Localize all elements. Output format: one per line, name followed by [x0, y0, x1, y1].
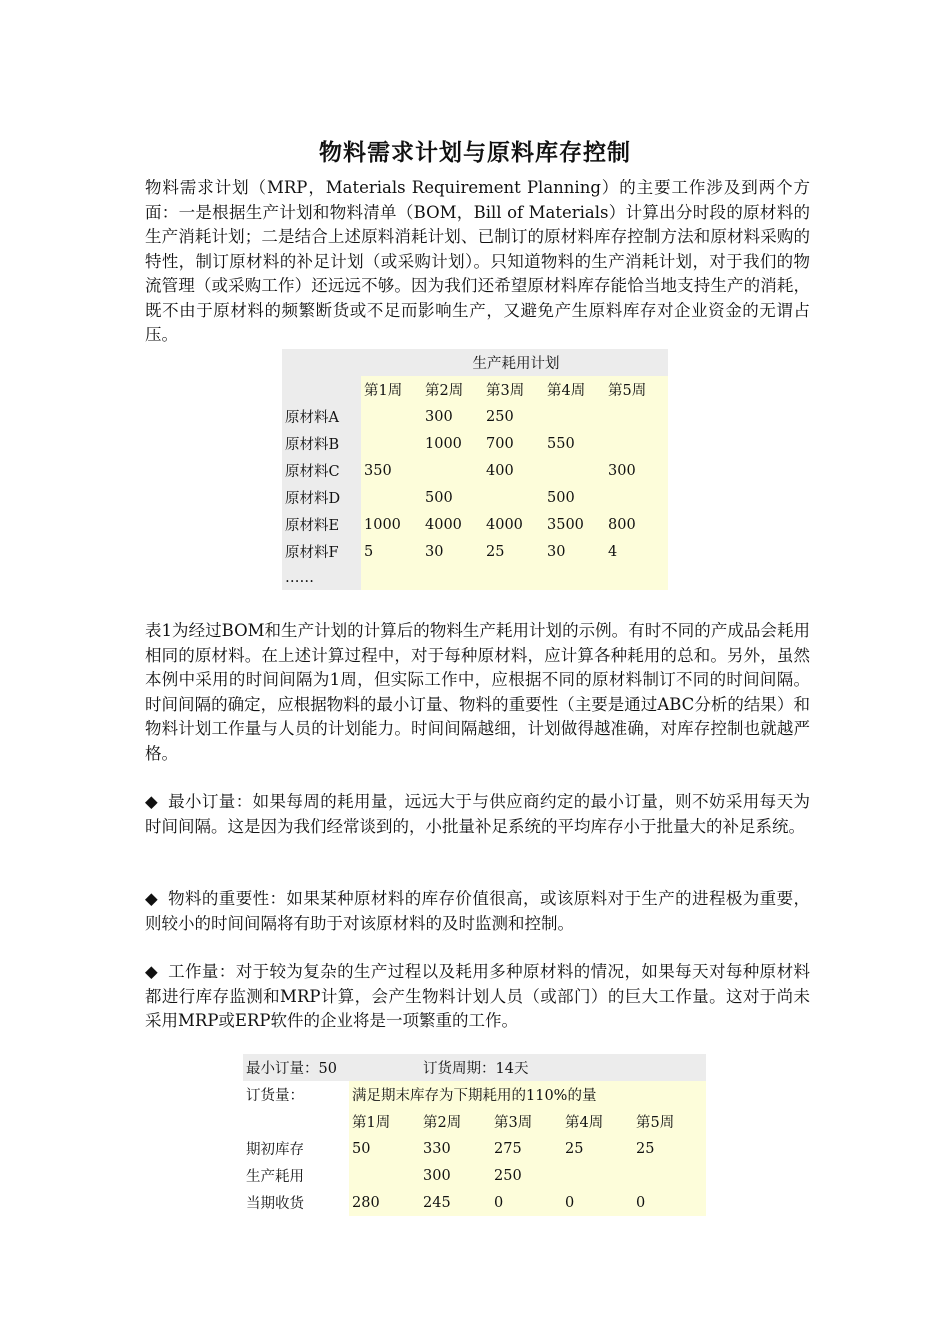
table-row [282, 457, 668, 484]
table-cell: 300 [422, 403, 483, 430]
table-cell: 800 [605, 511, 668, 538]
order-qty-label: 订货量： [243, 1081, 349, 1108]
intro-paragraph: 物料需求计划（MRP，Materials Requirement Planning）的主要工作涉及到两个方面：一是根据生产计划和物料清单（BOM，Bill of Materials）计算出分时段的原材料的生产消耗计划；二是结合上述原料消耗计划、已制订的原材料库存控制方法和原材料采购的特性，制订原材料的补足计划（或采购计划）。只知道物料的生产消耗计划，对于我们的物流管理（或采购工作）还远远不够。因为我们还希望原材料库存能恰当地支持生产的消耗，既不由于原材料的频繁断货或不足而影响生产，又避免产生原料库存对企业资金的无谓占压。 [145, 178, 810, 344]
table-row [243, 1162, 706, 1189]
table1-note-paragraph: 表1为经过BOM和生产计划的计算后的物料生产耗用计划的示例。有时不同的产成品会耗用相同的原材料。在上述计算过程中，对于每种原材料，应计算各种耗用的总和。另外，虽然本例中采用的时间间隔为1周，但实际工作中，应根据不同的原材料制订不同的时间间隔。时间间隔的确定，应根据物料的最小订量、物料的重要性（主要是通过ABC分析的结果）和物料计划工作量与人员的计划能力。时间间隔越细，计划做得越准确，对库存控制也就越严格。 [145, 621, 810, 763]
table1-caption: 生产耗用计划 [361, 349, 668, 376]
table-cell: 25 [562, 1135, 633, 1162]
row-label: 原材料B [282, 430, 361, 457]
consumption-plan-table [282, 349, 668, 590]
table-cell: 275 [491, 1135, 562, 1162]
row-label: 原材料F [282, 538, 361, 565]
table-cell: 245 [420, 1189, 491, 1216]
table-cell [544, 457, 605, 484]
table-cell [361, 403, 422, 430]
table1-week-header: 第2周 [422, 376, 483, 403]
table-cell [361, 484, 422, 511]
table-cell: 550 [544, 430, 605, 457]
row-label: 原材料C [282, 457, 361, 484]
table-cell: 0 [562, 1189, 633, 1216]
table-cell: 400 [483, 457, 544, 484]
table1-week-header: 第1周 [361, 376, 422, 403]
min-order-label: 最小订量：50 [243, 1054, 420, 1081]
table-cell [349, 1162, 420, 1189]
table-cell: 0 [633, 1189, 706, 1216]
table-row [243, 1135, 706, 1162]
table-cell: 280 [349, 1189, 420, 1216]
order-qty-rule: 满足期末库存为下期耗用的110%的量 [349, 1081, 706, 1108]
table-cell: 25 [633, 1135, 706, 1162]
table1-ellipsis: …… [282, 565, 361, 590]
table-cell: 300 [420, 1162, 491, 1189]
table-row [282, 430, 668, 457]
table-cell: 500 [422, 484, 483, 511]
table-row [282, 538, 668, 565]
table1-week-header: 第4周 [544, 376, 605, 403]
table-cell [562, 1162, 633, 1189]
table-cell [605, 484, 668, 511]
row-label: 原材料E [282, 511, 361, 538]
table-cell: 250 [491, 1162, 562, 1189]
bullet-text: 工作量：对于较为复杂的生产过程以及耗用多种原材料的情况，如果每天对每种原材料都进行库存监测和MRP计算，会产生物料计划人员（或部门）的巨大工作量。这对于尚未采用MRP或ERP软件的企业将是一项繁重的工作。 [145, 962, 810, 1030]
row-label: 原材料A [282, 403, 361, 430]
table-row [243, 1189, 706, 1216]
table-cell: 500 [544, 484, 605, 511]
table2-week-header: 第3周 [491, 1108, 562, 1135]
row-label: 原材料D [282, 484, 361, 511]
row-label: 生产耗用 [243, 1162, 349, 1189]
table-cell [605, 430, 668, 457]
table-cell: 25 [483, 538, 544, 565]
row-label: 期初库存 [243, 1135, 349, 1162]
table-cell [633, 1162, 706, 1189]
table-cell: 30 [544, 538, 605, 565]
table-cell: 350 [361, 457, 422, 484]
table1-week-header: 第5周 [605, 376, 668, 403]
table-row [282, 403, 668, 430]
diamond-bullet-icon: ◆ [145, 889, 159, 908]
table-cell [361, 430, 422, 457]
table-cell: 0 [491, 1189, 562, 1216]
table-cell: 4000 [422, 511, 483, 538]
table-row [282, 484, 668, 511]
table-cell: 330 [420, 1135, 491, 1162]
table2-week-header: 第2周 [420, 1108, 491, 1135]
table1-week-header: 第3周 [483, 376, 544, 403]
page-title: 物料需求计划与原料库存控制 [319, 140, 631, 166]
table-cell: 30 [422, 538, 483, 565]
table-cell: 5 [361, 538, 422, 565]
table-cell [605, 403, 668, 430]
order-cycle-label: 订货周期：14天 [420, 1054, 706, 1081]
row-label: 当期收货 [243, 1189, 349, 1216]
bullet-text: 物料的重要性：如果某种原材料的库存价值很高，或该原料对于生产的进程极为重要，则较小的时间间隔将有助于对该原材料的及时监测和控制。 [145, 889, 810, 933]
table-cell: 700 [483, 430, 544, 457]
table-cell: 250 [483, 403, 544, 430]
bullet-importance [145, 887, 810, 936]
replenishment-table [243, 1054, 706, 1216]
table-cell: 1000 [422, 430, 483, 457]
bullet-min-order [145, 790, 810, 839]
table-cell: 3500 [544, 511, 605, 538]
table2-week-header: 第5周 [633, 1108, 706, 1135]
table-cell [422, 457, 483, 484]
table-cell: 50 [349, 1135, 420, 1162]
bullet-workload [145, 960, 810, 1034]
table-cell: 300 [605, 457, 668, 484]
table-cell [544, 403, 605, 430]
diamond-bullet-icon: ◆ [145, 962, 159, 981]
table-cell [483, 484, 544, 511]
table2-week-header: 第4周 [562, 1108, 633, 1135]
bullet-text: 最小订量：如果每周的耗用量，远远大于与供应商约定的最小订量，则不妨采用每天为时间间隔。这是因为我们经常谈到的，小批量补足系统的平均库存小于批量大的补足系统。 [145, 792, 810, 836]
diamond-bullet-icon: ◆ [145, 792, 159, 811]
table2-week-header: 第1周 [349, 1108, 420, 1135]
table-cell: 4 [605, 538, 668, 565]
table-row [282, 511, 668, 538]
table-cell: 1000 [361, 511, 422, 538]
table-cell: 4000 [483, 511, 544, 538]
